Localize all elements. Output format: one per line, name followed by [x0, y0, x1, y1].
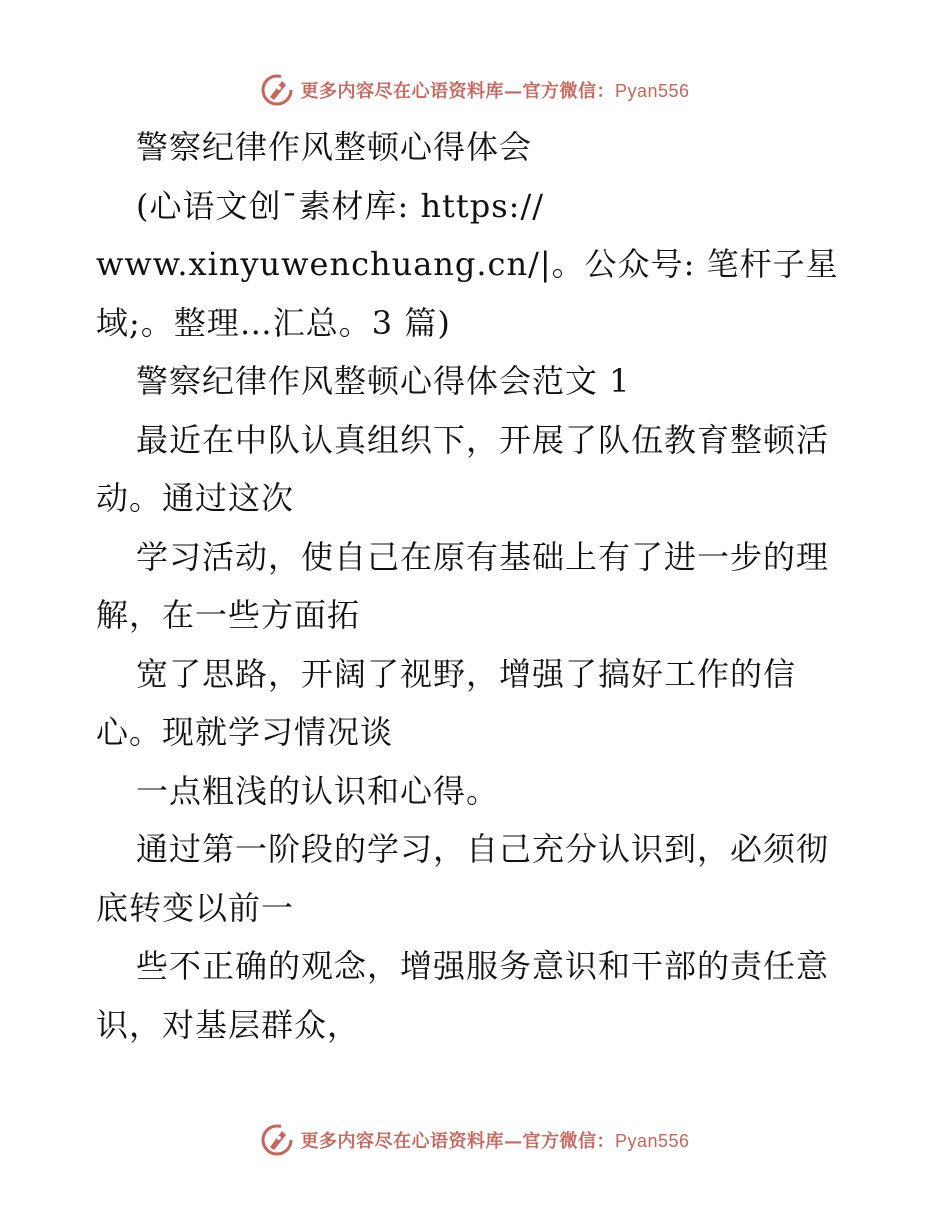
document-line: 学习活动，使自己在原有基础上有了进一步的理 — [136, 537, 830, 576]
watermark-text: 更多内容尽在心语资料库—官方微信：Pyan556 — [300, 81, 690, 102]
document-line: 识，对基层群众， — [96, 1005, 361, 1044]
document-line: 解，在一些方面拓 — [96, 596, 361, 634]
document-body — [96, 118, 866, 1054]
document-line: 最近在中队认真组织下，开展了队伍教育整顿活 — [136, 420, 830, 459]
document-line: www.xinyuwenchuang.cn/|。公众号: 笔杆子星 — [96, 245, 839, 283]
document-line: 些不正确的观念，增强服务意识和干部的责任意 — [136, 947, 830, 985]
header-watermark — [0, 68, 950, 112]
footer-watermark — [0, 1118, 950, 1162]
document-line: 警察纪律作风整顿心得体会范文 1 — [136, 362, 631, 400]
document-line: 动。通过这次 — [96, 479, 295, 517]
pen-nib-logo-icon — [260, 73, 294, 107]
pen-nib-logo-icon — [260, 1123, 294, 1157]
document-line: 底转变以前一 — [96, 888, 295, 927]
document-line: 警察纪律作风整顿心得体会 — [136, 128, 533, 166]
document-line: (心语文创¯素材库: https:// — [136, 186, 545, 225]
document-line: 域;。整理…汇总。3 篇) — [96, 303, 451, 342]
document-line: 宽了思路，开阔了视野，增强了搞好工作的信 — [136, 654, 797, 693]
document-line: 一点粗浅的认识和心得。 — [136, 771, 500, 810]
watermark-text: 更多内容尽在心语资料库—官方微信：Pyan556 — [300, 1131, 690, 1152]
document-line: 通过第一阶段的学习，自己充分认识到，必须彻 — [136, 830, 830, 868]
document-line: 心。现就学习情况谈 — [96, 713, 394, 751]
